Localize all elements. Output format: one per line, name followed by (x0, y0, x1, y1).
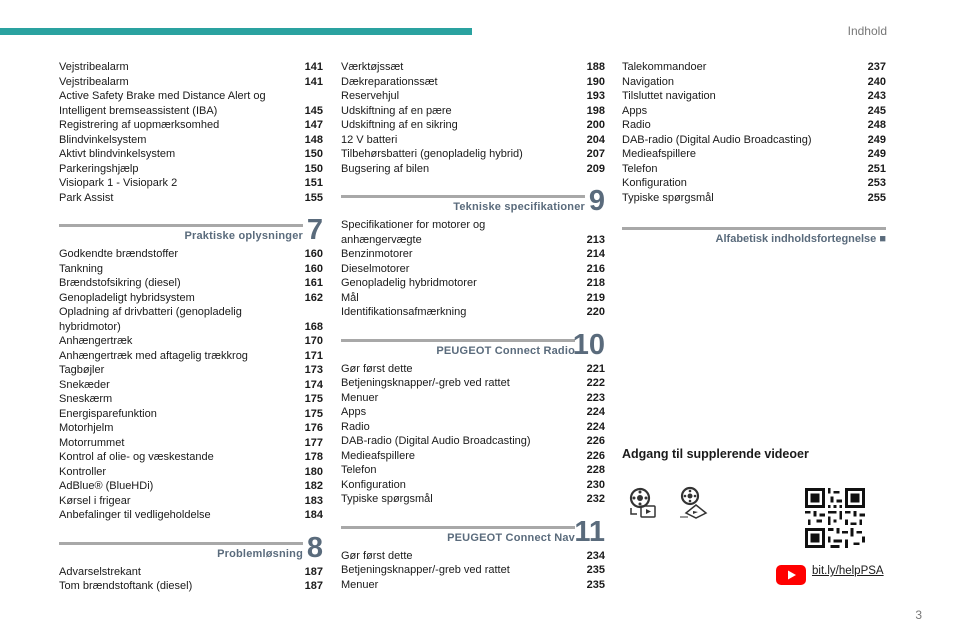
toc-entry[interactable] (622, 118, 886, 133)
toc-entry[interactable] (622, 147, 886, 162)
toc-entry[interactable] (59, 421, 323, 436)
toc-entry[interactable] (59, 133, 323, 148)
tyre-repair-video-icon (678, 486, 712, 520)
toc-entry-list (622, 60, 886, 205)
toc-entry-title: Vejstribealarm (59, 61, 129, 73)
toc-entry-page: 224 (586, 406, 605, 418)
toc-entry-title: Kørsel i frigear (59, 494, 131, 507)
toc-entry-title: Radio (622, 119, 651, 131)
toc-entry-title: Gør først dette (341, 362, 413, 375)
toc-entry-page: 253 (867, 177, 886, 189)
toc-entry-title: Udskiftning af en pære (341, 104, 452, 117)
toc-entry[interactable] (341, 391, 605, 406)
toc-entry[interactable] (59, 89, 323, 104)
toc-entry-page: 187 (304, 565, 323, 578)
toc-entry-title: Visiopark 1 - Visiopark 2 (59, 177, 178, 189)
toc-entry-title: Reservehjul (341, 90, 400, 102)
toc-entry-title: Sneskærm (59, 393, 113, 405)
toc-entry-page: 190 (586, 75, 605, 88)
toc-entry-page: 243 (867, 90, 886, 102)
toc-entry-list (341, 60, 605, 176)
toc-entry[interactable] (341, 247, 605, 262)
toc-entry-title: Kontroller (59, 465, 107, 478)
toc-entry-page: 187 (304, 580, 323, 592)
toc-entry-list (341, 549, 605, 593)
toc-entry-page: 223 (586, 391, 605, 404)
toc-entry-page: 222 (586, 377, 605, 389)
toc-entry[interactable] (622, 162, 886, 177)
toc-entry-title: Energisparefunktion (59, 407, 157, 420)
toc-entry-title: Genopladeligt hybridsystem (59, 291, 195, 304)
toc-entry-title: Telefon (341, 464, 377, 476)
toc-entry[interactable] (59, 349, 323, 364)
toc-entry-title: Menuer (341, 578, 379, 591)
toc-entry[interactable] (341, 104, 605, 119)
toc-entry-title: Tilbehørsbatteri (genopladelig hybrid) (341, 148, 523, 160)
toc-entry[interactable] (59, 407, 323, 422)
toc-entry-title: Gør først dette (341, 549, 413, 562)
toc-entry[interactable] (341, 578, 605, 593)
toc-entry-title: Udskiftning af en sikring (341, 119, 458, 131)
toc-entry-page: 175 (304, 407, 323, 420)
toc-entry-title: Godkendte brændstoffer (59, 248, 179, 260)
toc-entry-title: Konfiguration (341, 478, 406, 491)
toc-entry-page: 226 (586, 449, 605, 462)
toc-entry-title: Tom brændstoftank (diesel) (59, 580, 193, 592)
toc-entry[interactable] (341, 449, 605, 464)
toc-entry-page: 198 (586, 104, 605, 117)
toc-entry-page: 220 (586, 306, 605, 318)
section-rule (341, 526, 575, 529)
toc-entry[interactable] (59, 104, 323, 119)
toc-entry-title: hybridmotor) (59, 320, 121, 333)
toc-entry-page: 249 (867, 148, 886, 160)
toc-entry-title: DAB-radio (Digital Audio Broadcasting) (341, 435, 531, 447)
toc-entry-title: Typiske spørgsmål (622, 191, 714, 204)
toc-entry[interactable] (622, 89, 886, 104)
toc-entry-page: 226 (586, 435, 605, 447)
toc-entry-page: 245 (867, 104, 886, 117)
toc-entry-title: Betjeningsknapper/-greb ved rattet (341, 564, 510, 576)
toc-column-3 (622, 60, 886, 205)
toc-entry[interactable] (622, 75, 886, 90)
toc-entry[interactable] (341, 492, 605, 507)
toc-entry-title: Bugsering af bilen (341, 162, 430, 175)
toc-entry[interactable] (622, 60, 886, 75)
toc-entry-page: 228 (586, 464, 605, 476)
header-accent-bar (0, 28, 472, 35)
toc-entry-page: 249 (867, 133, 886, 146)
toc-entry[interactable] (59, 276, 323, 291)
toc-entry[interactable] (341, 549, 605, 564)
toc-entry[interactable] (341, 75, 605, 90)
toc-entry[interactable] (59, 565, 323, 580)
section-title: PEUGEOT Connect Nav (447, 531, 575, 544)
toc-entry[interactable] (341, 276, 605, 291)
toc-entry[interactable] (341, 478, 605, 493)
toc-entry[interactable] (622, 133, 886, 148)
youtube-icon[interactable] (776, 565, 806, 585)
toc-entry-title: Park Assist (59, 191, 114, 204)
toc-entry-list (59, 247, 323, 523)
toc-entry[interactable] (59, 479, 323, 494)
toc-entry-page: 214 (586, 248, 605, 260)
wheel-video-icon (627, 486, 661, 520)
section-rule (341, 195, 585, 198)
toc-entry-page: 147 (304, 119, 323, 131)
toc-entry[interactable] (59, 392, 323, 407)
section-header-9 (341, 185, 605, 217)
toc-entry[interactable] (59, 508, 323, 523)
videos-title: Adgang til supplerende videoer (622, 447, 809, 461)
toc-entry-title: Advarselstrekant (59, 565, 141, 578)
toc-entry-page: 237 (867, 61, 886, 73)
alphabetical-index-link[interactable]: Alfabetisk indholdsfortegnelse ■ (715, 233, 886, 245)
toc-entry[interactable] (341, 291, 605, 306)
section-rule (341, 339, 575, 342)
toc-entry-page: 171 (304, 349, 323, 362)
toc-entry-page: 148 (304, 133, 323, 146)
toc-entry-page: 193 (586, 90, 605, 102)
toc-entry[interactable] (341, 218, 605, 233)
toc-column-1 (59, 60, 323, 594)
toc-entry-page: 150 (304, 148, 323, 160)
toc-entry-page: 240 (867, 75, 886, 88)
toc-entry-title: Snekæder (59, 378, 110, 391)
toc-entry-list (341, 218, 605, 320)
toc-entry-page: 248 (867, 119, 886, 131)
toc-entry-page: 182 (304, 480, 323, 492)
help-video-link[interactable]: bit.ly/helpPSA (812, 565, 884, 577)
toc-entry-page: 162 (304, 291, 323, 304)
toc-entry-title: Blindvinkelsystem (59, 133, 147, 146)
toc-entry[interactable] (341, 147, 605, 162)
toc-entry-title: Mål (341, 291, 359, 304)
toc-entry-page: 209 (586, 162, 605, 175)
toc-entry-page: 151 (304, 177, 323, 189)
toc-entry-title: Tankning (59, 262, 104, 275)
toc-entry-title: Medieafspillere (622, 148, 696, 160)
toc-entry-page: 155 (304, 191, 323, 204)
section-number: 10 (572, 328, 605, 361)
toc-entry-page: 161 (304, 277, 323, 289)
toc-entry-page: 145 (304, 104, 323, 117)
toc-entry-title: Menuer (341, 391, 379, 404)
toc-entry-title: Dækreparationssæt (341, 75, 438, 88)
toc-entry[interactable] (59, 75, 323, 90)
toc-entry[interactable] (341, 362, 605, 377)
toc-entry[interactable] (622, 176, 886, 191)
toc-entry-title: Vejstribealarm (59, 75, 129, 88)
toc-entry[interactable] (622, 191, 886, 206)
toc-entry-page: 219 (586, 291, 605, 304)
toc-column-2 (341, 60, 605, 592)
toc-entry-title: Anbefalinger til vedligeholdelse (59, 509, 211, 521)
toc-entry-title: Værktøjssæt (341, 61, 404, 73)
toc-entry-page: 224 (586, 420, 605, 433)
toc-entry[interactable] (341, 420, 605, 435)
toc-entry-title: Registrering af uopmærksomhed (59, 119, 220, 131)
toc-entry[interactable] (59, 176, 323, 191)
section-title: Problemløsning (217, 547, 303, 560)
toc-entry-page: 177 (304, 436, 323, 449)
toc-entry-title: Identifikationsafmærkning (341, 306, 467, 318)
section-header-7 (59, 214, 323, 246)
toc-entry[interactable] (341, 434, 605, 449)
toc-entry[interactable] (341, 89, 605, 104)
section-rule (59, 224, 303, 227)
toc-entry-page: 188 (586, 61, 605, 73)
toc-entry[interactable] (59, 291, 323, 306)
qr-code (805, 488, 865, 548)
toc-entry[interactable] (59, 247, 323, 262)
toc-entry-title: AdBlue® (BlueHDi) (59, 480, 154, 492)
toc-entry[interactable] (59, 147, 323, 162)
toc-entry[interactable] (59, 262, 323, 277)
toc-entry[interactable] (59, 60, 323, 75)
toc-entry-title: Motorrummet (59, 436, 125, 449)
toc-entry-page: 150 (304, 162, 323, 175)
toc-entry-page: 216 (586, 262, 605, 275)
toc-entry[interactable] (341, 233, 605, 248)
toc-entry-page: 183 (304, 494, 323, 507)
toc-entry-page: 204 (586, 133, 605, 146)
toc-entry-title: Anhængertræk (59, 335, 133, 347)
section-number: 8 (306, 531, 323, 564)
toc-entry-page: 218 (586, 277, 605, 289)
toc-entry-page: 141 (304, 75, 323, 88)
toc-entry-title: Motorhjelm (59, 422, 114, 434)
toc-entry-page: 175 (304, 393, 323, 405)
toc-entry-page: 160 (304, 248, 323, 260)
toc-entry-title: Talekommandoer (622, 61, 707, 73)
toc-entry-page: 230 (586, 478, 605, 491)
toc-entry-page: 234 (586, 549, 605, 562)
toc-entry-list (59, 60, 323, 205)
toc-entry-page: 170 (304, 335, 323, 347)
toc-entry-page: 176 (304, 422, 323, 434)
toc-entry-page: 141 (304, 61, 323, 73)
toc-entry[interactable] (59, 334, 323, 349)
toc-entry-title: DAB-radio (Digital Audio Broadcasting) (622, 133, 812, 146)
toc-entry-title: Active Safety Brake med Distance Alert og (59, 90, 266, 102)
toc-entry-page: 180 (304, 465, 323, 478)
toc-entry-page: 184 (304, 509, 323, 521)
toc-entry[interactable] (59, 465, 323, 480)
toc-entry[interactable] (341, 563, 605, 578)
toc-entry-page: 178 (304, 451, 323, 463)
toc-entry-page: 235 (586, 564, 605, 576)
toc-entry-title: Brændstofsikring (diesel) (59, 277, 181, 289)
toc-entry-title: Specifikationer for motorer og (341, 219, 486, 231)
toc-entry[interactable] (622, 104, 886, 119)
toc-entry-title: Radio (341, 420, 370, 433)
toc-entry-page: 207 (586, 148, 605, 160)
toc-entry-page: 174 (304, 378, 323, 391)
section-header-10 (341, 328, 605, 361)
toc-entry-title: Parkeringshjælp (59, 162, 139, 175)
toc-entry[interactable] (341, 118, 605, 133)
section-rule (59, 542, 303, 545)
toc-entry-page: 168 (304, 320, 323, 333)
toc-entry[interactable] (59, 191, 323, 206)
toc-entry-page: 232 (586, 493, 605, 505)
page-number: 3 (915, 608, 922, 622)
toc-entry-list (341, 362, 605, 507)
toc-entry-title: Betjeningsknapper/-greb ved rattet (341, 377, 510, 389)
toc-entry[interactable] (341, 463, 605, 478)
toc-entry[interactable] (59, 162, 323, 177)
toc-entry[interactable] (59, 579, 323, 594)
toc-entry-page: 200 (586, 119, 605, 131)
toc-entry-title: Apps (622, 104, 648, 117)
toc-entry-title: Opladning af drivbatteri (genopladelig (59, 306, 242, 318)
toc-entry-title: Benzinmotorer (341, 248, 413, 260)
section-number: 11 (574, 515, 605, 548)
toc-entry-title: Aktivt blindvinkelsystem (59, 148, 176, 160)
toc-entry[interactable] (59, 378, 323, 393)
toc-entry[interactable] (341, 262, 605, 277)
toc-entry-title: Telefon (622, 162, 658, 175)
toc-entry[interactable] (341, 133, 605, 148)
toc-entry[interactable] (59, 450, 323, 465)
toc-entry-page: 160 (304, 262, 323, 275)
toc-entry-list (59, 565, 323, 594)
toc-entry[interactable] (59, 436, 323, 451)
toc-entry-title: Dieselmotorer (341, 262, 410, 275)
toc-entry-title: Typiske spørgsmål (341, 493, 433, 505)
section-header-11 (341, 515, 605, 548)
toc-entry-title: Tilsluttet navigation (622, 90, 716, 102)
toc-entry[interactable] (341, 162, 605, 177)
header-title: Indhold (847, 24, 887, 38)
toc-entry-title: Intelligent bremseassistent (IBA) (59, 104, 218, 117)
toc-entry-title: Medieafspillere (341, 449, 415, 462)
toc-entry[interactable] (341, 405, 605, 420)
toc-entry-title: Kontrol af olie- og væskestande (59, 451, 214, 463)
alphabetical-index-header[interactable] (622, 224, 886, 248)
section-rule (622, 227, 886, 230)
toc-entry[interactable] (59, 363, 323, 378)
section-title: Praktiske oplysninger (184, 230, 303, 242)
toc-entry[interactable] (59, 494, 323, 509)
toc-entry[interactable] (341, 376, 605, 391)
toc-entry-page: 255 (867, 191, 886, 204)
toc-entry-page: 251 (867, 162, 886, 175)
toc-entry-title: anhængervægte (341, 233, 422, 246)
toc-entry-page: 213 (586, 233, 605, 246)
section-title: Tekniske specifikationer (453, 201, 585, 213)
toc-entry-page: 221 (586, 362, 605, 375)
toc-entry-page: 235 (586, 578, 605, 591)
toc-entry[interactable] (59, 118, 323, 133)
toc-entry-title: Tagbøjler (59, 364, 105, 376)
section-header-8 (59, 531, 323, 564)
toc-entry-title: Genopladelig hybridmotorer (341, 277, 477, 289)
toc-entry-title: Anhængertræk med aftagelig trækkrog (59, 349, 248, 362)
toc-entry[interactable] (59, 305, 323, 320)
toc-entry[interactable] (59, 320, 323, 335)
toc-entry[interactable] (341, 305, 605, 320)
toc-entry-title: Apps (341, 406, 367, 418)
section-title: PEUGEOT Connect Radio (436, 344, 575, 357)
toc-entry-title: 12 V batteri (341, 133, 398, 146)
toc-entry-page: 173 (304, 364, 323, 376)
toc-entry-title: Navigation (622, 75, 674, 88)
section-number: 7 (306, 214, 323, 246)
toc-entry[interactable] (341, 60, 605, 75)
toc-entry-title: Konfiguration (622, 177, 687, 189)
section-number: 9 (588, 185, 605, 217)
